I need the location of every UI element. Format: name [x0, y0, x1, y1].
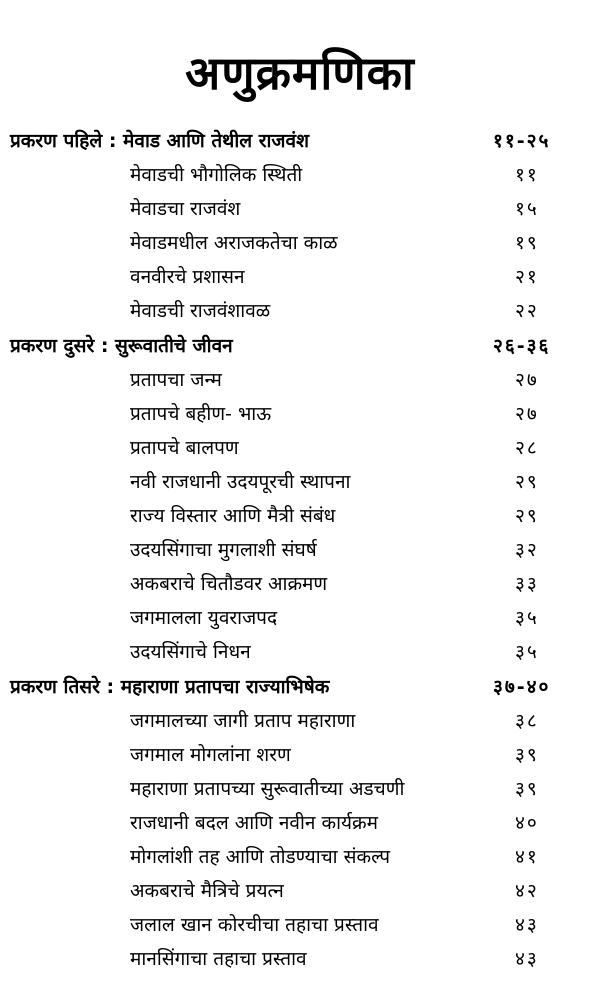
topic-page-number: २७: [515, 402, 539, 425]
topic-title: वनवीरचे प्रशासन: [130, 266, 245, 289]
topic-row: [0, 908, 600, 942]
topic-title: जगमालच्या जागी प्रताप महाराणा: [130, 709, 356, 732]
topic-row: [0, 601, 600, 635]
topic-page-number: ३३: [515, 573, 539, 596]
topic-title: राजधानी बदल आणि नवीन कार्यक्रम: [130, 811, 378, 834]
topic-title: महाराणा प्रतापच्या सुरूवातीच्या अडचणी: [130, 777, 405, 800]
topic-page-number: १९: [515, 232, 539, 255]
topic-row: [0, 806, 600, 840]
chapter-page-range: ११-२५: [493, 130, 551, 152]
chapter-title: प्रकरण पहिले : मेवाड आणि तेथील राजवंश: [10, 130, 310, 152]
topic-row: [0, 397, 600, 431]
topic-title: जगमालला युवराजपद: [130, 607, 278, 630]
chapter-page-range: २६-३६: [493, 334, 551, 357]
topic-row: [0, 840, 600, 874]
topic-page-number: २१: [515, 266, 539, 289]
topic-row: [0, 499, 600, 533]
topic-row: [0, 363, 600, 397]
page-title: अणुक्रमणिका: [185, 45, 415, 100]
topic-page-number: ३५: [515, 641, 539, 664]
topic-row: [0, 192, 600, 226]
topic-page-number: ४०: [515, 811, 539, 834]
topic-row: [0, 874, 600, 908]
topic-row: [0, 158, 600, 192]
topic-row: [0, 738, 600, 772]
topic-title: प्रतापचे बालपण: [130, 436, 239, 459]
topic-title: मानसिंगाचा तहाचा प्रस्ताव: [130, 948, 307, 971]
chapter-title: प्रकरण तिसरे : महाराणा प्रतापचा राज्याभिषेक: [10, 675, 330, 698]
topic-title: प्रतापचा जन्म: [130, 368, 222, 391]
chapter-heading-row: [0, 670, 600, 704]
topic-title: मेवाडची भौगोलिक स्थिती: [130, 164, 303, 187]
topic-page-number: ३८: [515, 709, 539, 732]
topic-page-number: २२: [515, 300, 539, 323]
topic-row: [0, 704, 600, 738]
topic-page-number: २९: [515, 505, 539, 528]
topic-page-number: ३२: [515, 539, 539, 562]
topic-title: अकबराचे मैत्रिचे प्रयत्न: [130, 880, 284, 903]
topic-page-number: ४३: [515, 914, 539, 937]
chapter-heading-row: [0, 329, 600, 363]
topic-page-number: ४१: [515, 845, 539, 868]
topic-row: [0, 635, 600, 669]
topic-page-number: ३५: [515, 607, 539, 630]
topic-page-number: ११: [515, 164, 539, 187]
topic-title: उदयसिंगाचे निधन: [130, 641, 251, 664]
topic-row: [0, 465, 600, 499]
topic-page-number: २७: [515, 368, 539, 391]
topic-page-number: २९: [515, 470, 539, 493]
topic-row: [0, 431, 600, 465]
topic-row: [0, 294, 600, 328]
topic-page-number: ३९: [515, 743, 539, 766]
chapter-page-range: ३७-४०: [493, 675, 551, 698]
topic-title: प्रतापचे बहीण- भाऊ: [130, 402, 272, 425]
chapter-heading-row: [0, 124, 600, 158]
topic-title: जलाल खान कोरचीचा तहाचा प्रस्ताव: [130, 914, 379, 937]
topic-row: [0, 533, 600, 567]
topic-row: [0, 226, 600, 260]
topic-title: मेवाडचा राजवंश: [130, 198, 241, 221]
topic-title: मेवाडची राजवंशावळ: [130, 300, 271, 323]
topic-row: [0, 772, 600, 806]
topic-title: जगमाल मोगलांना शरण: [130, 743, 291, 766]
topic-row: [0, 567, 600, 601]
topic-page-number: ४२: [515, 880, 539, 903]
topic-title: उदयसिंगाचा मुगलाशी संघर्ष: [130, 539, 317, 562]
topic-page-number: ३९: [515, 777, 539, 800]
table-of-contents: [0, 124, 600, 976]
topic-row: [0, 942, 600, 976]
topic-title: नवी राजधानी उदयपूरची स्थापना: [130, 470, 351, 493]
topic-title: राज्य विस्तार आणि मैत्री संबंध: [130, 505, 336, 528]
chapter-title: प्रकरण दुसरे : सुरूवातीचे जीवन: [10, 334, 233, 357]
topic-row: [0, 260, 600, 294]
topic-title: मोगलांशी तह आणि तोडण्याचा संकल्प: [130, 845, 391, 868]
topic-page-number: २८: [515, 436, 539, 459]
topic-page-number: ४३: [515, 948, 539, 971]
topic-page-number: १५: [515, 198, 539, 221]
topic-title: मेवाडमधील अराजकतेचा काळ: [130, 232, 338, 255]
topic-title: अकबराचे चितौडवर आक्रमण: [130, 573, 328, 596]
